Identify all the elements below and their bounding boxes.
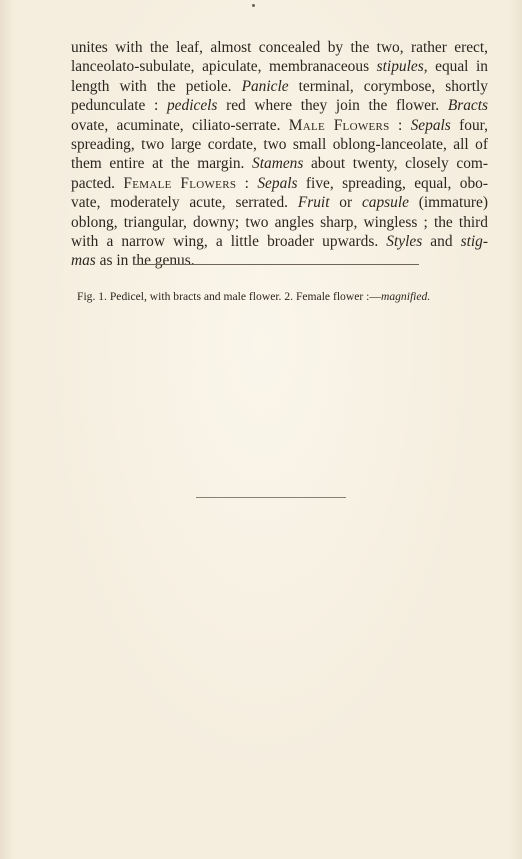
text-line (71, 135, 488, 154)
text-run: four, (450, 116, 489, 134)
text-line (71, 232, 488, 251)
text-run: , equal in (423, 58, 489, 76)
text-run: five, spreading, equal, obo- (297, 174, 488, 192)
text-run: about twenty, closely com- (303, 155, 488, 173)
text-line (71, 116, 488, 135)
section-divider (133, 264, 419, 265)
italic-term: Sepals (410, 116, 451, 134)
italic-term: stipules (376, 58, 424, 76)
small-caps-heading: Male Flowers (288, 116, 390, 134)
text-line (71, 251, 488, 270)
text-line (71, 77, 488, 96)
italic-term: pedicels (166, 97, 218, 115)
text-run: lanceolato-subulate, apiculate, membranaceous (71, 58, 377, 76)
text-run: and (422, 232, 461, 250)
text-run: unites with the leaf, almost concealed by the two, rather erect, (71, 39, 488, 56)
text-run: (immature) (408, 194, 488, 212)
small-caps-heading: Female Flowers (123, 174, 237, 192)
text-run: oblong, triangular, downy; two angles sharp, wingless ; the third (71, 213, 488, 231)
italic-term: Fruit (297, 194, 330, 212)
page-top-mark (252, 4, 255, 7)
text-line (71, 213, 488, 232)
text-run: vate, moderately acute, serrated. (71, 194, 298, 212)
text-run: with a narrow wing, a little broader upwards. (71, 232, 387, 250)
text-line (71, 57, 488, 76)
text-line (71, 154, 488, 173)
show-through-rule (196, 497, 346, 498)
italic-term: mas (71, 252, 96, 270)
text-run: length with the petiole. (71, 77, 242, 95)
italic-term: stig- (460, 232, 488, 250)
text-line (71, 38, 488, 57)
italic-term: Bracts (447, 97, 488, 115)
italic-term: Styles (386, 232, 423, 250)
text-line (71, 193, 488, 212)
italic-term: capsule (361, 194, 409, 212)
text-run: them entire at the margin. (71, 155, 253, 173)
text-run: red where they join the flower. (217, 97, 448, 115)
text-run: : (236, 174, 258, 192)
caption-text: Fig. 1. Pedicel, with bracts and male flower. 2. Female flower :— (77, 290, 381, 303)
text-line (71, 96, 488, 115)
text-run: pacted. (71, 174, 124, 192)
italic-term: Stamens (252, 155, 304, 173)
text-run: as in the genus. (95, 252, 195, 270)
text-line (71, 174, 488, 193)
figure-caption (77, 290, 487, 304)
text-run: pedunculate : (71, 97, 167, 115)
italic-term: Sepals (257, 174, 298, 192)
text-run: : (389, 116, 411, 134)
text-run: spreading, two large cordate, two small oblong-lanceolate, all of (71, 135, 488, 153)
text-run: or (329, 194, 362, 212)
description-paragraph (71, 38, 488, 271)
italic-term: Panicle (241, 77, 289, 95)
caption-italic: magnified. (380, 290, 431, 303)
text-run: ovate, acuminate, ciliato-serrate. (71, 116, 289, 134)
text-run: terminal, corymbose, shortly (288, 77, 488, 95)
